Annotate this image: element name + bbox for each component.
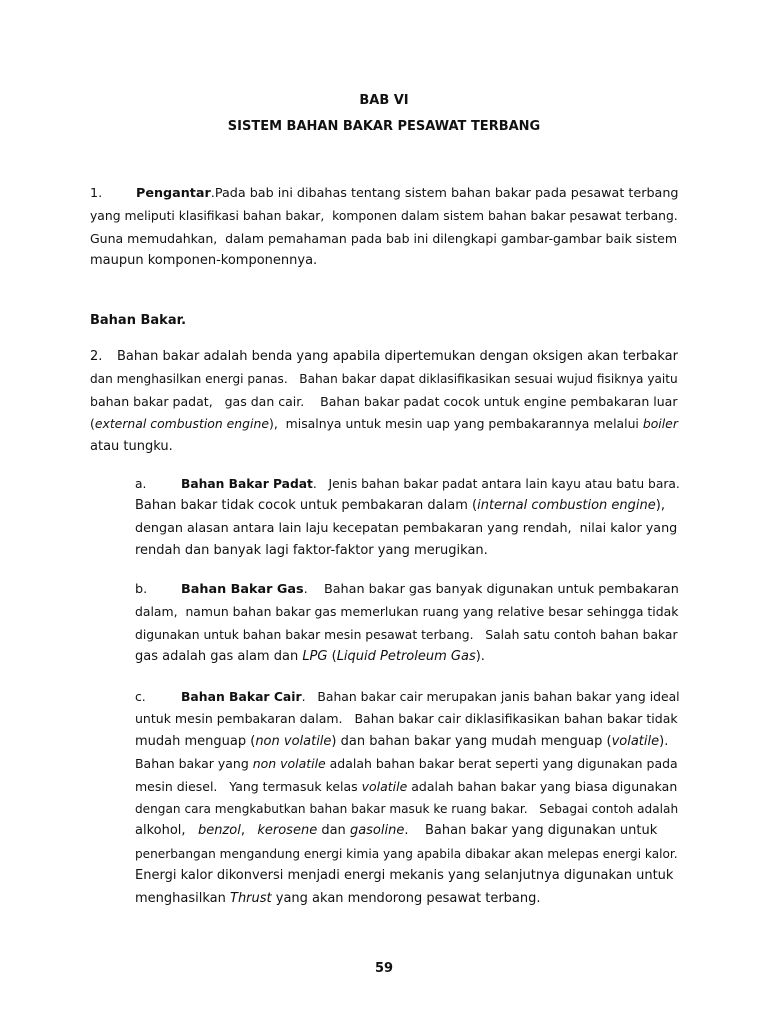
paragraph-line: alkohol, benzol, kerosene dan gasoline. Bahan bakar yang digunakan untuk [135, 823, 658, 839]
list-item-a [135, 473, 678, 563]
paragraph-line: a. Bahan Bakar Padat. Jenis bahan bakar padat antara lain kayu atau batu bara. [135, 473, 678, 495]
paragraph-line: 1. Pengantar. Pada bab ini dibahas tentang sistem bahan bakar pada pesawat terbang [90, 183, 678, 205]
paragraph-line: digunakan untuk bahan bakar mesin pesawat terbang. Salah satu contoh bahan bakar [135, 627, 678, 642]
paragraph-line: Bahan bakar yang non volatile adalah bahan bakar berat seperti yang digunakan pada [135, 756, 678, 772]
paragraph-line: untuk mesin pembakaran dalam. Bahan bakar cair diklasifikasikan bahan bakar tidak [135, 711, 678, 727]
paragraph-line: c. Bahan Bakar Cair. Bahan bakar cair merupakan janis bahan bakar yang ideal [135, 686, 678, 708]
paragraph-line: mesin diesel. Yang termasuk kelas volatile adalah bahan bakar yang biasa digunakan [135, 778, 678, 794]
list-item-label: Bahan Bakar Gas [181, 582, 304, 597]
list-item-label: Bahan Bakar Padat [181, 477, 313, 491]
paragraph-line: Bahan bakar tidak cocok untuk pembakaran dalam (internal combustion engine), [135, 498, 665, 514]
paragraph-line: gas adalah gas alam dan LPG (Liquid Petroleum Gas). [135, 649, 485, 665]
paragraph-2 [90, 346, 678, 458]
paragraph-line: dengan alasan antara lain laju kecepatan pembakaran yang rendah, nilai kalor yang [135, 520, 678, 536]
paragraph-1 [90, 183, 678, 273]
paragraph-line: mudah menguap (non volatile) dan bahan bakar yang mudah menguap (volatile). [135, 733, 669, 749]
paragraph-line: bahan bakar padat, gas dan cair. Bahan bakar padat cocok untuk engine pembakaran luar [90, 393, 678, 409]
list-item-label: Bahan Bakar Cair [181, 690, 302, 704]
paragraph-line: dan menghasilkan energi panas. Bahan bakar dapat diklasifikasikan sesuai wujud fisiknya yaitu [90, 372, 678, 387]
paragraph-line: dalam, namun bahan bakar gas memerlukan ruang yang relative besar sehingga tidak [135, 604, 679, 620]
page-number: 59 [374, 961, 394, 976]
paragraph-line: yang meliputi klasifikasi bahan bakar, komponen dalam sistem bahan bakar pesawat terbang. [90, 209, 678, 224]
paragraph-line: 2. Bahan bakar adalah benda yang apabila dipertemukan dengan oksigen akan terbakar [90, 346, 678, 368]
paragraph-number: 1. [90, 186, 103, 201]
paragraph-line: dengan cara mengkabutkan bahan bakar masuk ke ruang bakar. Sebagai contoh adalah [135, 802, 679, 817]
paragraph-line: Energi kalor dikonversi menjadi energi mekanis yang selanjutnya digunakan untuk [135, 868, 674, 884]
paragraph-line: Guna memudahkan, dalam pemahaman pada bab ini dilengkapi gambar-gambar baik sistem [90, 230, 678, 246]
paragraph-line: (external combustion engine), misalnya untuk mesin uap yang pembakarannya melalui boiler [90, 416, 678, 432]
paragraph-line: atau tungku. [90, 438, 173, 454]
list-letter: b. [135, 582, 148, 597]
paragraph-line: maupun komponen-komponennya. [90, 253, 318, 269]
chapter-label: BAB VI [359, 93, 409, 108]
list-item-c [135, 686, 678, 910]
section-heading: Bahan Bakar. [90, 313, 187, 328]
list-letter: c. [135, 690, 146, 704]
paragraph-line: b. Bahan Bakar Gas. Bahan bakar gas banyak digunakan untuk pembakaran [135, 579, 678, 601]
paragraph-line: menghasilkan Thrust yang akan mendorong pesawat terbang. [135, 890, 541, 906]
list-item-b [135, 579, 678, 669]
paragraph-line: rendah dan banyak lagi faktor-faktor yang merugikan. [135, 543, 488, 559]
list-letter: a. [135, 477, 147, 491]
paragraph-label: Pengantar [136, 186, 211, 201]
paragraph-number: 2. [90, 349, 103, 364]
chapter-title: SISTEM BAHAN BAKAR PESAWAT TERBANG [227, 119, 541, 134]
paragraph-line: penerbangan mengandung energi kimia yang apabila dibakar akan melepas energi kalor. [135, 846, 678, 861]
